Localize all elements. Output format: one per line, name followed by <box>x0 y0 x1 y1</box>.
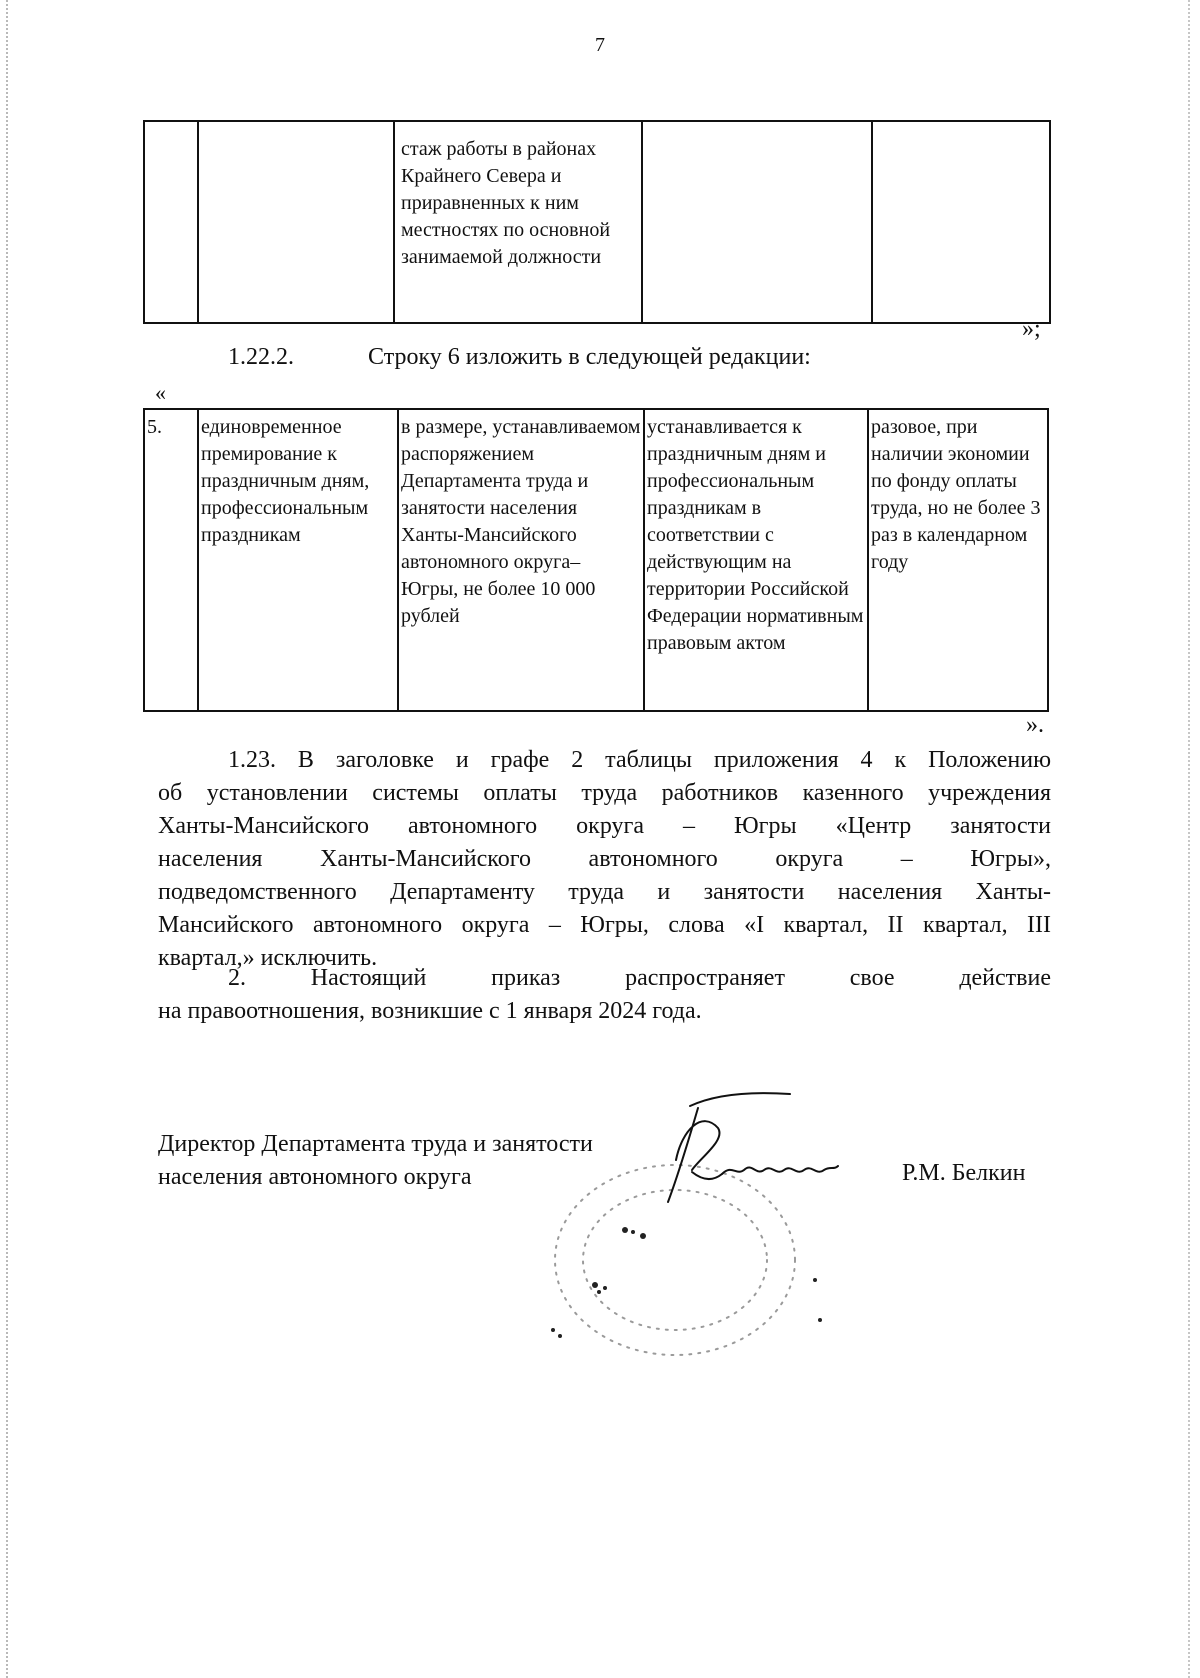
item-text: Строку 6 изложить в следующей редакции: <box>368 344 811 370</box>
text-line: 1.23. В заголовке и графе 2 таблицы приложения 4 к Положению <box>228 747 1051 773</box>
paragraph-2 <box>158 962 1051 1028</box>
payment-name: единовременное премирование к праздничным дням, профессиональным праздникам <box>198 409 398 711</box>
text-line: на правоотношения, возникшие с 1 января 2024 года. <box>158 998 702 1024</box>
text-line: Ханты-Мансийского автономного округа – Югры «Центр занятости <box>158 813 1051 839</box>
item-1-22-2 <box>228 344 811 371</box>
closing-quote: ». <box>1026 712 1044 738</box>
text-line: 2. Настоящий приказ распространяет свое действие <box>228 965 1051 991</box>
opening-quote: « <box>155 380 166 405</box>
text-line: подведомственного Департаменту труда и занятости населения Ханты- <box>158 879 1051 905</box>
text-line: Мансийского автономного округа – Югры, слова «I квартал, II квартал, III <box>158 912 1051 938</box>
payment-condition: устанавливается к праздничным дням и профессиональным праздникам в соответствии с действующим на территории Российской Федерации нормативным правовым актом <box>644 409 868 711</box>
signer-position-line-2: населения автономного округа <box>158 1164 472 1190</box>
text-line: населения Ханты-Мансийского автономного округа – Югры», <box>158 846 1051 872</box>
handwritten-signature <box>640 1090 870 1210</box>
table-cell: стаж работы в районах Крайнего Севера и приравненных к ним местностях по основной занимаемой должности <box>394 121 642 323</box>
page-number: 7 <box>595 34 605 56</box>
scan-edge-left <box>6 0 11 1678</box>
payment-frequency: разовое, при наличии экономии по фонду оплаты труда, но не более 3 раз в календарном году <box>868 409 1048 711</box>
table-cell <box>144 121 198 323</box>
paragraph-1-23 <box>158 744 1051 975</box>
table-row <box>144 121 1050 323</box>
item-number: 1.22.2. <box>228 344 294 370</box>
table-cell <box>198 121 394 323</box>
row-number: 5. <box>144 409 198 711</box>
bonus-table <box>143 408 1049 712</box>
text-line: квартал,» исключить. <box>158 945 378 971</box>
signer-position-line-1: Директор Департамента труда и занятости <box>158 1131 593 1157</box>
table-top-fragment <box>143 120 1051 324</box>
closing-quote: »; <box>1022 316 1041 342</box>
table-cell <box>642 121 872 323</box>
signer-name: Р.М. Белкин <box>902 1160 1026 1186</box>
table-cell <box>872 121 1050 323</box>
table-row <box>144 409 1048 711</box>
text-line: об установлении системы оплаты труда работников казенного учреждения <box>158 780 1051 806</box>
scan-edge-right <box>1188 0 1193 1678</box>
payment-amount: в размере, устанавливаемом распоряжением Департамента труда и занятости населения Ханты-Мансийского автономного округа– Югры, не более 10 000 рублей <box>398 409 644 711</box>
signature-block <box>158 1128 593 1194</box>
